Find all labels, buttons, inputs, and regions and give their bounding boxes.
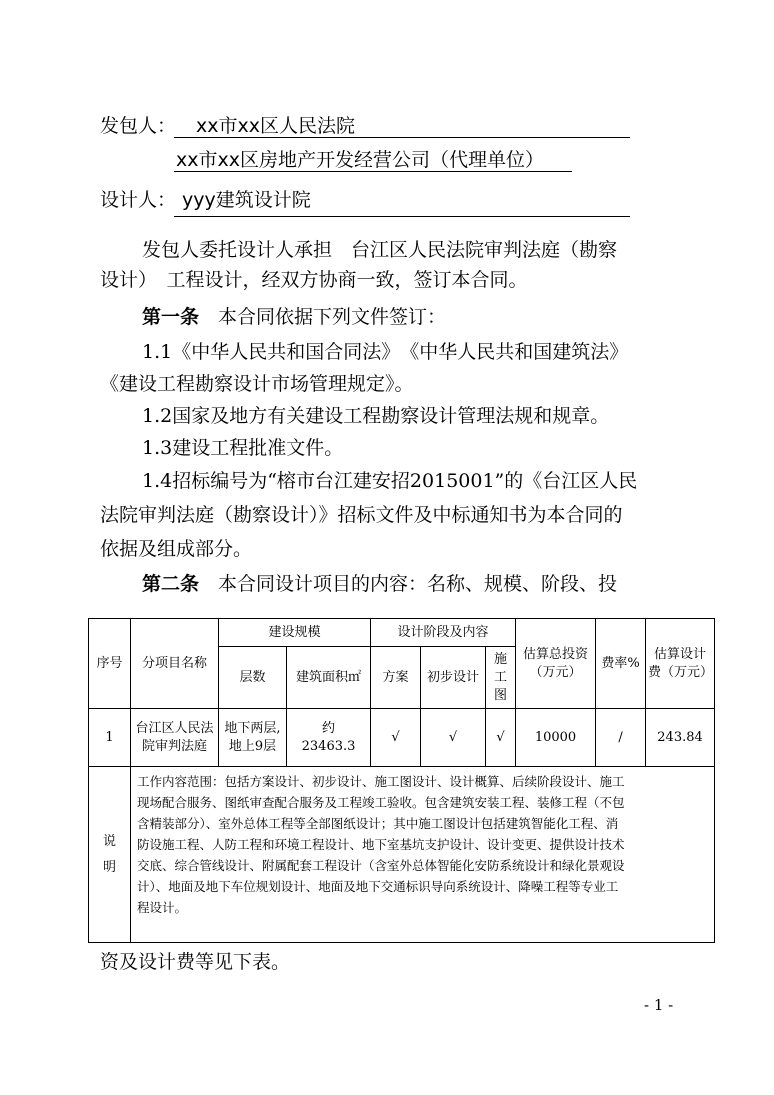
notes-line: 工作内容范围：包括方案设计、初步设计、施工图设计、设计概算、后续阶段设计、施工 xyxy=(137,774,625,789)
designer-underline xyxy=(174,216,630,217)
page-number: - 1 - xyxy=(644,996,674,1014)
employer-label: 发包人： xyxy=(100,115,177,137)
cell-seq: 1 xyxy=(89,709,131,767)
item-1-3: 1.3建设工程批准文件。 xyxy=(142,437,344,459)
item-1-4-line-2: 法院审判法庭（勘察设计）》招标文件及中标通知书为本合同的 xyxy=(100,504,623,526)
item-1-4-line-3: 依据及组成部分。 xyxy=(100,538,253,560)
intro-line-2: 设计） 工程设计，经双方协商一致，签订本合同。 xyxy=(100,269,528,291)
notes-line: 计）、地面及地下车位规划设计、地面及地下交通标识导向系统设计、降噪工程等专业工 xyxy=(137,879,619,894)
cell-area xyxy=(287,709,371,767)
cell-fee: 243.84 xyxy=(646,709,715,767)
notes-line: 含精装部分）、室外总体工程等全部图纸设计；其中施工图设计包括建筑智能化工程、消 xyxy=(137,816,619,831)
header-floors: 层数 xyxy=(219,647,287,709)
cell-area-prefix: 约 xyxy=(322,720,336,736)
agent-name: xx市xx区房地产开发经营公司（代理单位） xyxy=(176,149,544,171)
cell-rate: / xyxy=(596,709,646,767)
cell-scheme: √ xyxy=(371,709,421,767)
item-1-4-line-1: 1.4招标编号为“榕市台江建安招2015001”的《台江区人民 xyxy=(142,470,638,492)
notes-line: 现场配合服务、图纸审查配合服务及工程竣工验收。包含建筑安装工程、装修工程（不包 xyxy=(137,795,625,810)
article-2 xyxy=(142,572,617,596)
header-scheme: 方案 xyxy=(371,647,421,709)
notes-label-1: 说 xyxy=(102,833,116,849)
header-rate: 费率% xyxy=(596,619,646,709)
notes-label-2: 明 xyxy=(102,859,116,875)
cell-floors: 地下两层,地上9层 xyxy=(219,709,287,767)
notes-line: 交底、综合管线设计、附属配套工程设计（含室外总体智能化安防系统设计和绿化景观设 xyxy=(137,858,625,873)
header-prelim: 初步设计 xyxy=(421,647,486,709)
agent-underline xyxy=(174,171,572,172)
table-row xyxy=(89,709,715,767)
notes-line: 防设施工程、人防工程和环境工程设计、地下室基坑支护设计、设计变更、提供设计技术 xyxy=(137,837,625,852)
header-scale: 建设规模 xyxy=(219,619,371,647)
notes-text xyxy=(131,767,715,943)
header-invest: 估算总投资（万元） xyxy=(516,619,596,709)
employer-underline xyxy=(174,137,630,138)
design-items-table xyxy=(88,618,715,943)
header-name: 分项目名称 xyxy=(131,619,219,709)
employer-name: xx市xx区人民法院 xyxy=(196,115,355,137)
notes-row xyxy=(89,767,715,943)
article-1 xyxy=(142,305,446,329)
header-fee: 估算设计费（万元） xyxy=(646,619,715,709)
article-1-text: 本合同依据下列文件签订： xyxy=(199,306,447,328)
notes-label xyxy=(89,767,131,943)
article-1-title: 第一条 xyxy=(142,306,200,328)
cell-area-value: 23463.3 xyxy=(301,738,356,754)
cell-name: 台江区人民法院审判法庭 xyxy=(131,709,219,767)
header-area: 建筑面积㎡ xyxy=(287,647,371,709)
item-1-2: 1.2国家及地方有关建设工程勘察设计管理法规和规章。 xyxy=(142,405,610,427)
article-2-continuation: 资及设计费等见下表。 xyxy=(100,951,291,973)
header-stage: 设计阶段及内容 xyxy=(371,619,516,647)
item-1-1-line-1: 1.1《中华人民共和国合同法》 《中华人民共和国建筑法》 xyxy=(142,341,629,363)
intro-line-1: 发包人委托设计人承担 台江区人民法院审判法庭（勘察 xyxy=(142,239,618,261)
item-1-1-line-2: 《建设工程勘察设计市场管理规定》。 xyxy=(100,373,414,395)
header-seq: 序号 xyxy=(89,619,131,709)
cell-prelim: √ xyxy=(421,709,486,767)
notes-line: 程设计。 xyxy=(137,900,188,915)
article-2-text: 本合同设计项目的内容：名称、规模、阶段、投 xyxy=(199,573,618,595)
article-2-title: 第二条 xyxy=(142,573,200,595)
header-construct: 施工图 xyxy=(486,647,516,709)
cell-invest: 10000 xyxy=(516,709,596,767)
designer-name: yyy建筑设计院 xyxy=(182,189,311,211)
cell-construct: √ xyxy=(486,709,516,767)
designer-label: 设计人： xyxy=(100,189,177,211)
